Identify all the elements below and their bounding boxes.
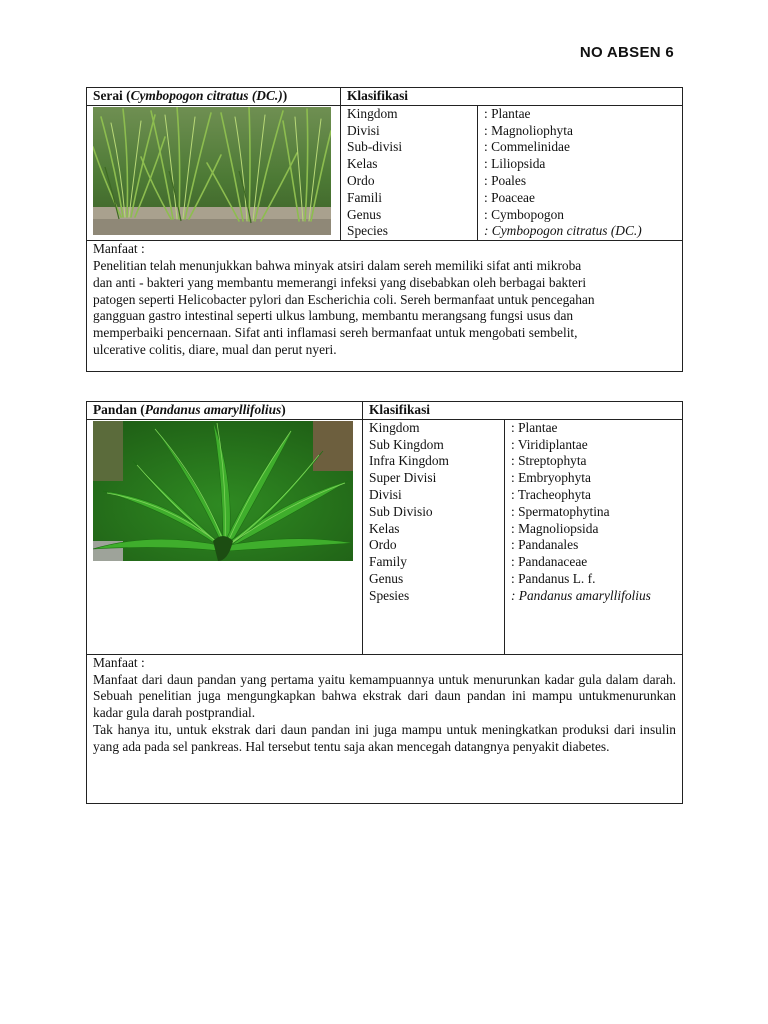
manfaat-line: dan anti - bakteri yang membantu memerangi infeksi yang disebabkan oleh berbagai bakteri bbox=[93, 274, 587, 290]
rank-label: Famili bbox=[347, 189, 382, 205]
rank-label: Kelas bbox=[369, 520, 400, 536]
rank-value: : Embryophyta bbox=[511, 470, 591, 486]
rank-value: : Commelinidae bbox=[484, 139, 570, 155]
rank-label: Kelas bbox=[347, 156, 378, 172]
manfaat-paragraph: Manfaat dari daun pandan yang pertama yaitu kemampuannya untuk menurunkan kadar gula dalam darah. Sebuah penelitian juga mengungkapkan bahwa ekstrak dari daun pandan ini mampu untukmenurunkan kadar gula darah postprandial. bbox=[93, 671, 676, 721]
rank-label: Species bbox=[347, 223, 388, 239]
rank-value: : Pandanus L. f. bbox=[511, 570, 596, 586]
rank-label: Family bbox=[369, 554, 407, 570]
pandan-photo bbox=[93, 421, 353, 561]
pandan-rank-names bbox=[363, 419, 505, 654]
manfaat-line: ulcerative colitis, diare, mual dan perut nyeri. bbox=[93, 341, 337, 357]
rank-label: Genus bbox=[369, 570, 404, 586]
rank-label: Ordo bbox=[347, 172, 375, 188]
rank-value: : Magnoliophyta bbox=[484, 122, 573, 138]
rank-label: Sub Kingdom bbox=[369, 436, 444, 452]
pandan-manfaat bbox=[87, 654, 683, 803]
rank-value: : Pandanaceae bbox=[511, 554, 588, 570]
rank-label: Super Divisi bbox=[369, 470, 437, 486]
rank-value: : Cymbopogon bbox=[484, 206, 564, 222]
manfaat-line: gangguan gastro intestinal seperti ulkus lambung, membantu merangsang fungsi usus dan bbox=[93, 308, 574, 324]
rank-label: Spesies bbox=[369, 587, 410, 603]
rank-value: : Poaceae bbox=[484, 189, 535, 205]
serai-image-cell bbox=[87, 105, 341, 240]
rank-label: Divisi bbox=[347, 122, 380, 138]
rank-value: : Spermatophytina bbox=[511, 503, 610, 519]
lemongrass-photo bbox=[93, 107, 331, 235]
serai-table bbox=[86, 87, 683, 372]
rank-label: Genus bbox=[347, 206, 382, 222]
manfaat-label: Manfaat : bbox=[93, 654, 145, 670]
rank-value-species: : Pandanus amaryllifolius bbox=[511, 587, 651, 603]
serai-manfaat bbox=[87, 241, 683, 372]
rank-value: : Tracheophyta bbox=[511, 486, 591, 502]
rank-value-species: : Cymbopogon citratus (DC.) bbox=[484, 223, 642, 239]
serai-rank-names bbox=[341, 105, 478, 240]
rank-value: : Plantae bbox=[511, 419, 558, 435]
pandan-rank-values bbox=[505, 419, 683, 654]
manfaat-paragraph: Tak hanya itu, untuk ekstrak dari daun pandan ini juga mampu untuk meningkatkan produksi dari insulin yang ada pada sel pankreas. Hal tersebut tentu saja akan mencegah datangnya penyakit diabetes. bbox=[93, 721, 676, 754]
rank-label: Ordo bbox=[369, 537, 397, 553]
rank-value: : Poales bbox=[484, 172, 527, 188]
serai-klasifikasi-header: Klasifikasi bbox=[341, 88, 683, 106]
manfaat-line: patogen seperti Helicobacter pylori dan Escherichia coli. Sereh bermanfaat untuk pencegahan bbox=[93, 291, 595, 307]
pandan-klasifikasi-header: Klasifikasi bbox=[363, 402, 683, 420]
rank-label: Sub Divisio bbox=[369, 503, 433, 519]
rank-label: Kingdom bbox=[369, 419, 420, 435]
manfaat-label: Manfaat : bbox=[93, 241, 145, 257]
rank-value: : Streptophyta bbox=[511, 453, 587, 469]
serai-title: Serai (Cymbopogon citratus (DC.)) bbox=[87, 88, 341, 106]
rank-label: Divisi bbox=[369, 486, 402, 502]
rank-value: : Plantae bbox=[484, 105, 531, 121]
pandan-table bbox=[86, 401, 683, 804]
rank-value: : Liliopsida bbox=[484, 156, 546, 172]
rank-value: : Pandanales bbox=[511, 537, 579, 553]
rank-label: Infra Kingdom bbox=[369, 453, 449, 469]
absen-number: NO ABSEN 6 bbox=[579, 44, 674, 61]
rank-value: : Viridiplantae bbox=[511, 436, 588, 452]
rank-value: : Magnoliopsida bbox=[511, 520, 599, 536]
rank-label: Kingdom bbox=[347, 105, 398, 121]
rank-label: Sub-divisi bbox=[347, 139, 403, 155]
pandan-title: Pandan (Pandanus amaryllifolius) bbox=[87, 402, 363, 420]
serai-rank-values bbox=[478, 105, 683, 240]
manfaat-line: memperbaiki pencernaan. Sifat anti inflamasi sereh bermanfaat untuk mengobati sembelit, bbox=[93, 325, 578, 341]
manfaat-line: Penelitian telah menunjukkan bahwa minyak atsiri dalam sereh memiliki sifat anti mikroba bbox=[93, 257, 582, 273]
pandan-image-cell bbox=[87, 419, 363, 654]
